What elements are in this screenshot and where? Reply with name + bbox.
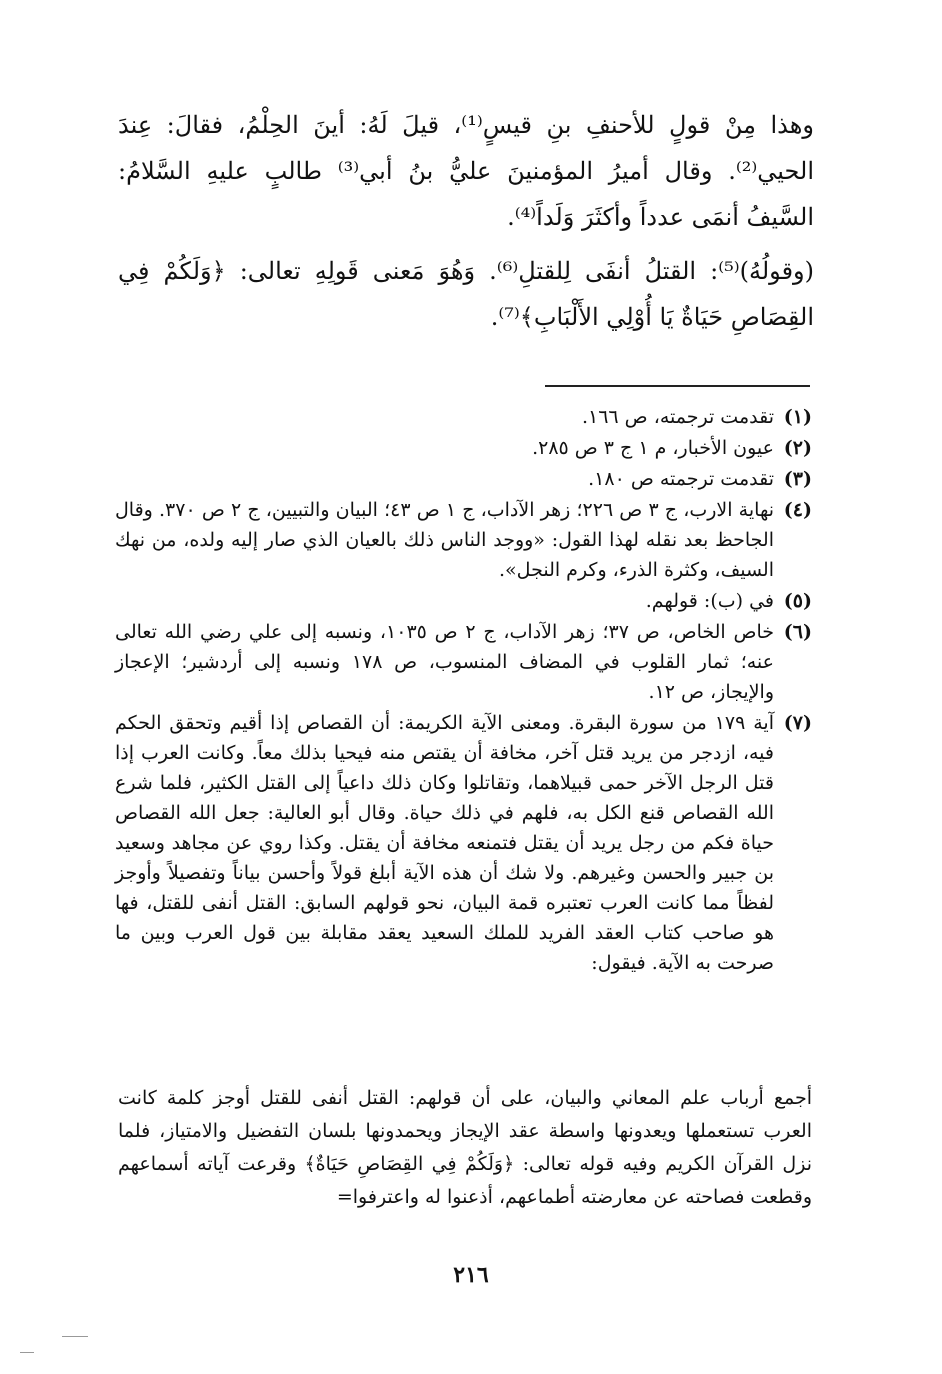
page-number: ٢١٦: [453, 1262, 489, 1288]
footnote-text: خاص الخاص، ص ٣٧؛ زهر الآداب، ج ٢ ص ١٠٣٥، ونسبه إلى علي رضي الله تعالى عنه؛ ثمار القلوب في المضاف المنسوب، ص ١٧٨ ونسبه إلى أردشير؛ الإعجاز والإيجاز، ص ١٢.: [115, 621, 774, 703]
footnote: [115, 464, 812, 494]
main-paragraph-1: وهذا مِنْ قولٍ للأحنفِ بنِ قيسٍ⁽¹⁾، قيلَ لَهُ: أينَ الحِلْمُ، فقالَ: عِندَ الحيي⁽²⁾. وقال أميرُ المؤمنينَ عليُّ بنُ أبي⁽³⁾ طالبٍ عليهِ السَّلامُ: السَّيفُ أنمَى عدداً وأكثَرَ وَلَداً⁽⁴⁾.: [118, 111, 815, 231]
footnotes: [115, 402, 812, 979]
footnote-text: عيون الأخبار، م ١ ج ٣ ص ٢٨٥.: [532, 437, 774, 459]
footnote-number: (١): [783, 406, 812, 428]
footnote-text: آية ١٧٩ من سورة البقرة. ومعنى الآية الكريمة: أن القصاص إذا أقيم وتحقق الحكم فيه، ازدجر من يريد قتل آخر، مخافة أن يقتص منه فيحيا بذلك معاً. وكانت العرب إذا قتل الرجل الآخر حمى قبيلاهما، وتقاتلوا وكان ذلك داعياً إلى القتل الكثير، فلما شرع الله القصاص قنع الكل به، فلهم في ذلك حياة. وقال أبو العالية: جعل الله القصاص حياة فكم من رجل يريد أن يقتل فتمنعه مخافة أن يقتل. وكذا روي عن مجاهد وسعيد بن جبير والحسن وغيرهم. ولا شك أن هذه الآية أبلغ قولاً وأحسن بياناً وتفصيلاً وأوجز لفظاً مما كانت العرب تعتبره قمة البيان، نحو قولهم السابق: القتل أنفى للقتل، فها هو صاحب كتاب العقد الفريد للملك السعيد يعقد مقابلة بين قول العرب وبين ما صرحت به الآية. فيقول:: [115, 712, 774, 974]
footnote-text: تقدمت ترجمته ص ١٨٠.: [588, 468, 774, 490]
scan-mark: [62, 1336, 88, 1337]
footnote-text: في (ب): قولهم.: [645, 590, 774, 612]
main-text: [118, 102, 814, 348]
footnote-number: (٤): [783, 499, 812, 521]
main-paragraph-2: (وقولُهُ)⁽⁵⁾: القتلُ أنفَى لِلقتلِ⁽⁶⁾. وَهُوَ مَعنى قَولِهِ تعالى: ﴿وَلَكُمْ فِي القِصَاصِ حَيَاةٌ يَا أُوْلِي الأَلْبَابِ﴾⁽⁷⁾.: [118, 257, 814, 331]
quoted-passage: أجمع أرباب علم المعاني والبيان، على أن قولهم: القتل أنفى للقتل أوجز كلمة كانت العرب تستعملها ويعدونها واسطة عقد الإيجاز ويحمدونها بلسان التفضيل والامتياز، فلما نزل القرآن الكريم وفيه قوله تعالى: ﴿وَلَكُمْ فِي القِصَاصِ حَيَاةٌ﴾ وقرعت آياته أسماعهم وقطعت فصاحته عن معارضته أطماعهم، أذعنوا له واعترفوا=: [118, 1087, 812, 1208]
footnote: [115, 495, 812, 585]
footnote-number: (٣): [783, 468, 812, 490]
footnote-separator: [545, 385, 810, 387]
footnote: [115, 586, 812, 616]
footnote-number: (٦): [783, 621, 812, 643]
footnote: [115, 708, 812, 978]
footnote-number: (٢): [783, 437, 812, 459]
footnote: [115, 433, 812, 463]
footnote-number: (٧): [783, 712, 812, 734]
footnote: [115, 402, 812, 432]
footnote-text: تقدمت ترجمته، ص ١٦٦.: [581, 406, 774, 428]
footnote: [115, 617, 812, 707]
footnote-number: (٥): [783, 590, 812, 612]
scan-mark: [20, 1352, 34, 1353]
footnote-text: نهاية الارب، ج ٣ ص ٢٢٦؛ زهر الآداب، ج ١ ص ٤٣؛ البيان والتبيين، ج ٢ ص ٣٧٠. وقال الجاحظ بعد نقله لهذا القول: «ووجد الناس ذلك بالعيان الذي صار إليه ولده، من نهك السيف، وكثرة الذرء، وكرم النجل».: [115, 499, 774, 581]
